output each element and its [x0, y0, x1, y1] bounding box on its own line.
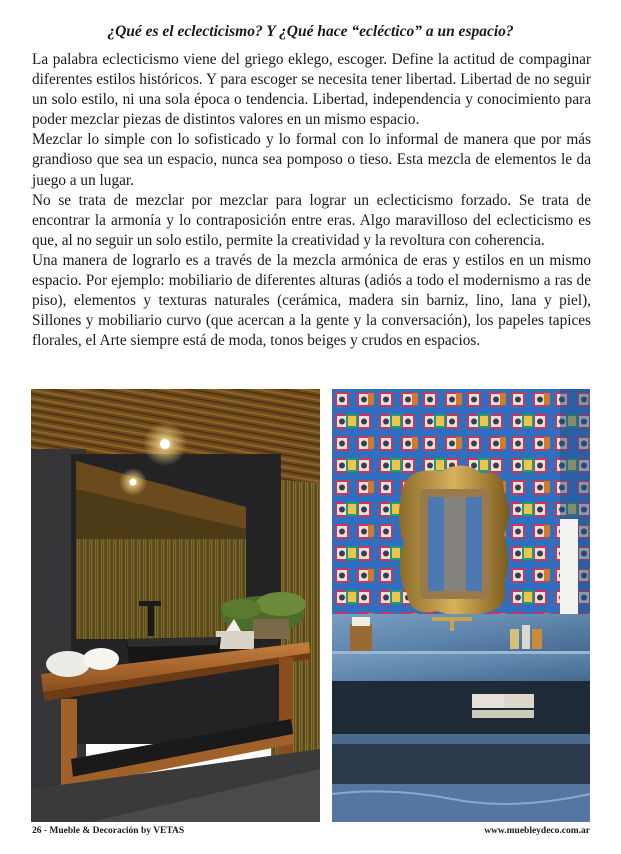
bathroom-wood-vanity-photo [31, 389, 320, 822]
article-heading: ¿Qué es el eclecticismo? Y ¿Qué hace “ecléctico” a un espacio? [107, 23, 514, 40]
article-body [32, 50, 591, 351]
paragraph-3: No se trata de mezclar por mezclar para lograr un eclecticismo forzado. Se trata de encontrar la armonía y lo contraposición entre eras. Algo maravilloso del eclecticismo es que, al no seguir un solo estilo, permite la creatividad y la revoltura con coherencia. [32, 191, 591, 249]
website-label: www.muebleydeco.com.ar [484, 826, 590, 836]
paragraph-1: La palabra eclecticismo viene del griego eklego, escoger. Define la actitud de compaginar diferentes estilos históricos. Y para escoger se necesita tener libertad. Libertad de no seguir un solo estilo, ni una sola época o tendencia. Libertad, independencia y conocimiento para poder mezclar piezas de distintos valores en un mismo espacio. [32, 51, 591, 129]
paragraph-2: Mezclar lo simple con lo sofisticado y lo formal con lo informal de manera que por más grandioso que sea un espacio, nunca sea pomposo o tieso. Esta mezcla de elementos le da juego a un lugar. [32, 131, 591, 189]
page-footer [32, 826, 590, 836]
paragraph-4: Una manera de lograrlo es a través de la mezcla armónica de eras y estilos en un mismo espacio. Por ejemplo: mobiliario de diferentes alturas (adiós a todo el modernismo a ras de piso), elementos y texturas naturales (cerámica, madera sin barniz, lino, lana y piel), Sillones y mobiliario curvo (que acercan a la gente y la conversación), los papeles tapices florales, el Arte siempre está de moda, tonos beiges y crudos en espacios. [32, 251, 591, 350]
page-label: 26 - Mueble & Decoración by VETAS [32, 826, 185, 836]
bathroom-blue-wallpaper-photo [332, 389, 590, 822]
